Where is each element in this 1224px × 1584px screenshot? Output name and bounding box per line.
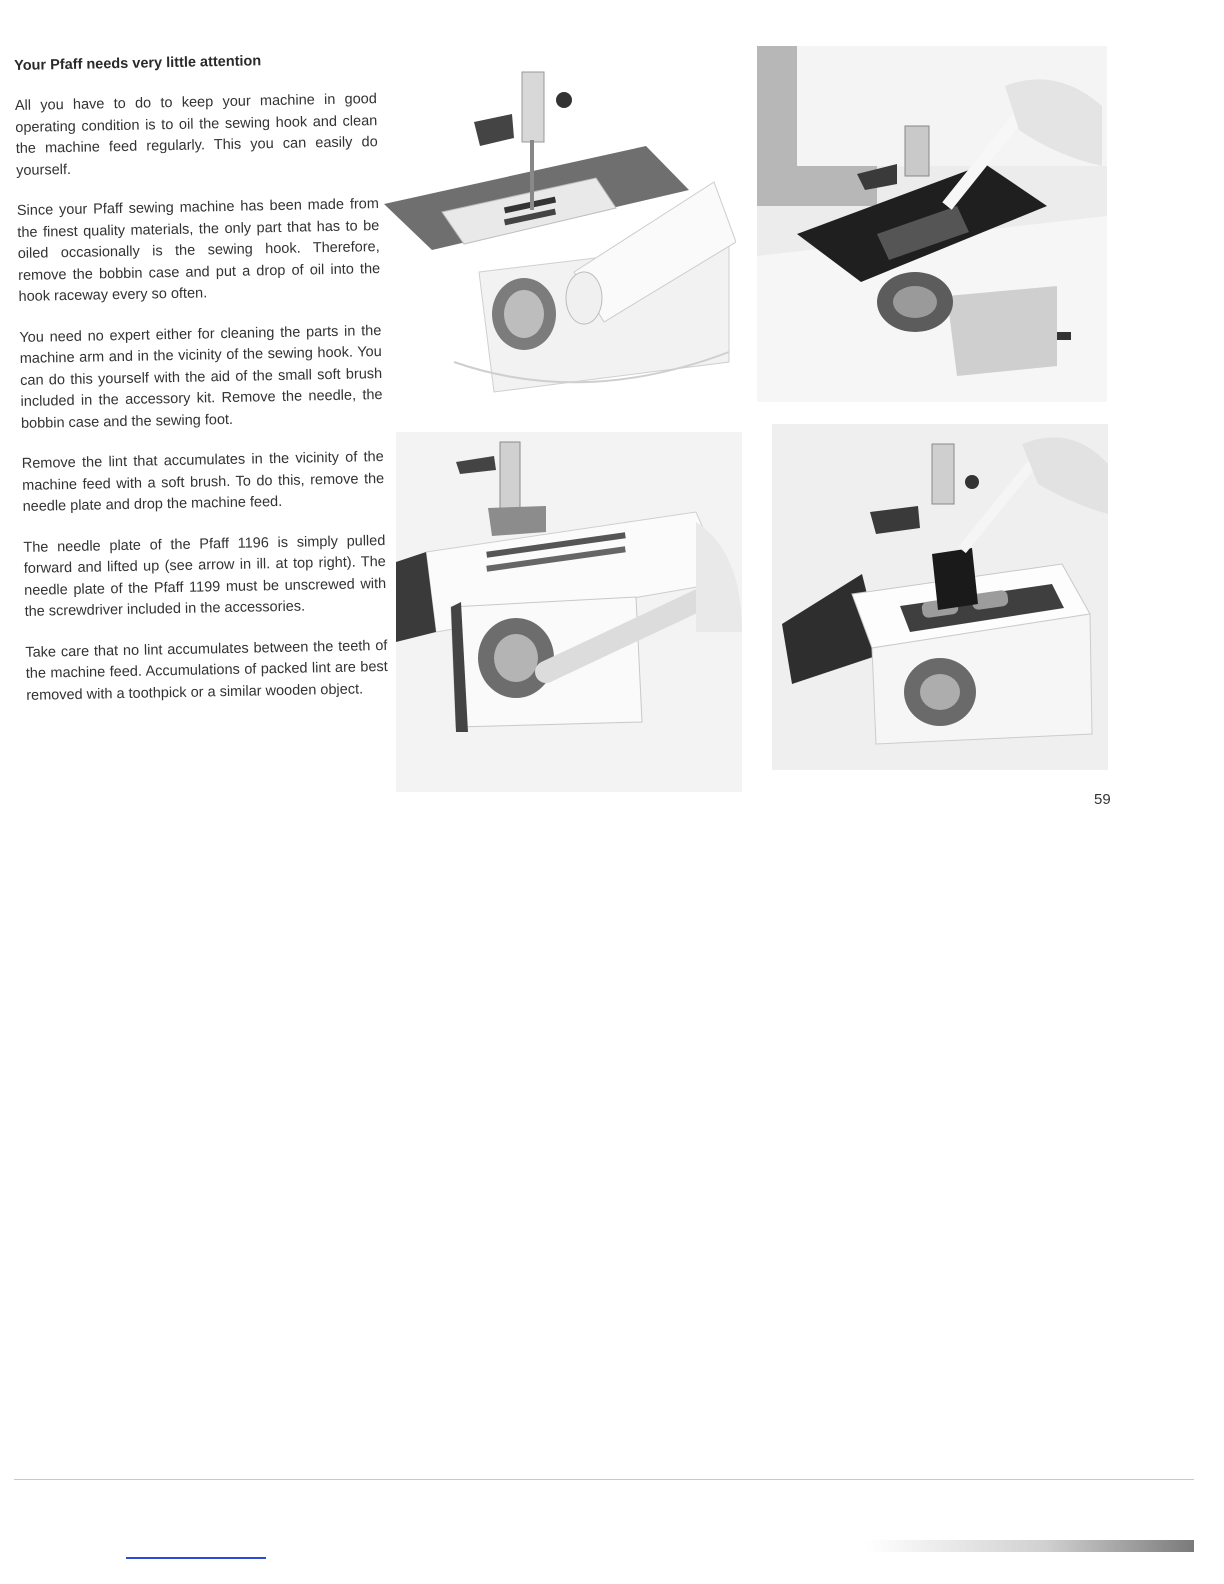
paragraph-oil-overview: All you have to do to keep your machine in good operating condition is to oil the sewing hook and clean the machine feed regularly. This you can easily do yourself. [14,91,378,179]
photo-brushing-feed [772,424,1108,770]
photo-needle-plate-removal [757,46,1107,402]
paragraph-cleaning-arm: You need no expert either for cleaning the parts in the machine arm and in the vicinity of the sewing hook. You can do this yourself with the aid of the small soft brush included in the accessory kit. Remove the needle, the bobbin case and the sewing foot. [19,322,383,432]
paragraph-needle-plate: The needle plate of the Pfaff 1196 is simply pulled forward and lifted up (see arrow in ill. at top right). The needle plate of the Pfaff 1199 must be unscrewed with the screwdriver included in the accessories. [23,532,387,620]
photo-oiling-hook-illustration [384,62,736,404]
footer-scan-bar [866,1540,1194,1552]
photo-needle-plate-removal-illustration [757,46,1107,402]
paragraph-oil-hook: Since your Pfaff sewing machine has been made from the finest quality materials, the only part that has to be oiled occasionally is the sewing hook. Therefore, remove the bobbin case and put a drop of oil into the hook raceway every so often. [16,196,381,305]
photo-brushing-feed-illustration [772,424,1108,770]
text-column [14,51,389,726]
paragraph-remove-lint: Remove the lint that accumulates in the vicinity of the machine feed with a soft brush. To do this, remove the needle plate and drop the machine feed. [21,448,385,515]
page-number: 59 [1094,791,1111,808]
footer-divider [14,1479,1194,1480]
page-heading: Your Pfaff needs very little attention [14,53,262,74]
photo-oiling-hook [384,62,736,404]
footer-link-underline [126,1557,266,1559]
paragraph-feed-teeth: Take care that no lint accumulates between the teeth of the machine feed. Accumulations of packed lint are best removed with a toothpick or a similar wooden object. [25,637,388,704]
photo-brushing-hook-illustration [396,432,742,792]
photo-brushing-hook [396,432,742,792]
